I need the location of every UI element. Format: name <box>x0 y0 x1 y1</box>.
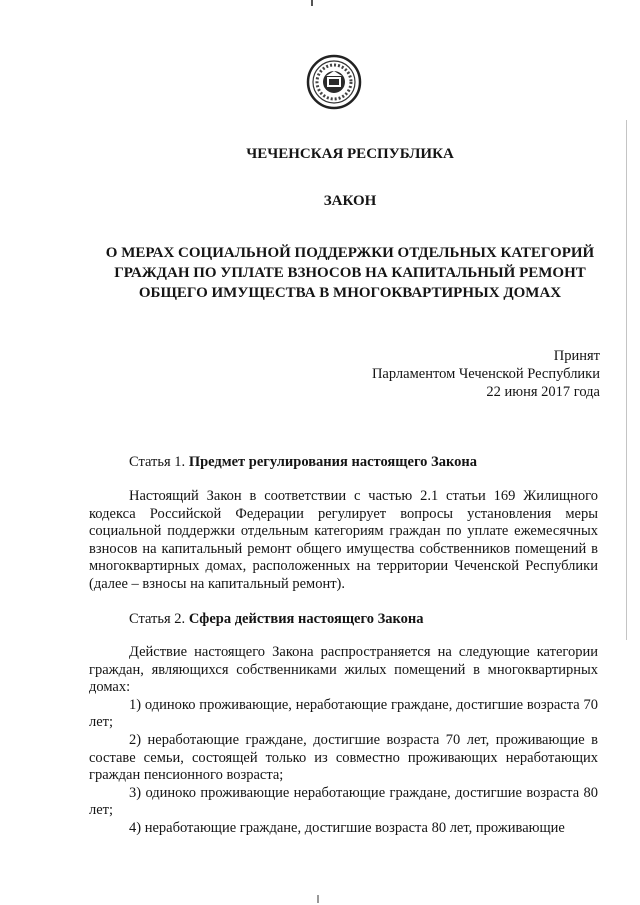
article-1-text <box>89 488 598 594</box>
list-item: 4) неработающие граждане, достигшие возраста 80 лет, проживающие <box>129 819 565 836</box>
article-title: Сфера действия настоящего Закона <box>188 611 424 627</box>
list-item: 3) одиноко проживающие неработающие граждане, достигшие возраста 80 лет; <box>89 784 598 819</box>
adoption-block <box>372 347 600 401</box>
article-2-heading <box>129 611 424 628</box>
republic-heading: ЧЕЧЕНСКАЯ РЕСПУБЛИКА <box>246 146 454 162</box>
article-1-heading <box>129 454 477 471</box>
scan-mark <box>311 0 313 6</box>
article-title: Предмет регулирования настоящего Закона <box>188 454 477 470</box>
paragraph: Настоящий Закон в соответствии с частью 2.1 статьи 169 Жилищного кодекса Российской Федерации регулирует вопросы установления меры социальной поддержки отдельным категориям граждан по уплате ежемесячных взносов на капитальный ремонт общего имущества собственников помещений в многоквартирных домах, расположенных на территории Чеченской Республики (далее – взносы на капитальный ремонт). <box>89 488 598 592</box>
article-number: Статья 1. <box>129 454 189 470</box>
article-number: Статья 2. <box>129 611 189 627</box>
adoption-date: 22 июня 2017 года <box>486 384 600 400</box>
document-type: ЗАКОН <box>323 193 377 209</box>
paragraph: Действие настоящего Закона распространяется на следующие категории граждан, являющихся собственниками жилых помещений в многоквартирных домах: <box>89 644 598 696</box>
list-item: 1) одиноко проживающие, неработающие граждане, достигшие возраста 70 лет; <box>89 696 598 731</box>
scan-mark <box>317 895 319 903</box>
title-line: ОБЩЕГО ИМУЩЕСТВА В МНОГОКВАРТИРНЫХ ДОМАХ <box>138 285 562 301</box>
law-title <box>0 243 640 303</box>
coat-of-arms-icon <box>306 54 362 110</box>
title-line: ГРАЖДАН ПО УПЛАТЕ ВЗНОСОВ НА КАПИТАЛЬНЫЙ РЕМОНТ <box>114 265 586 281</box>
title-line: О МЕРАХ СОЦИАЛЬНОЙ ПОДДЕРЖКИ ОТДЕЛЬНЫХ КАТЕГОРИЙ <box>105 245 595 261</box>
article-2-text <box>89 644 598 838</box>
adoption-label: Принят <box>553 348 600 364</box>
scan-mark <box>626 120 627 640</box>
adoption-authority: Парламентом Чеченской Республики <box>371 366 600 382</box>
list-item: 2) неработающие граждане, достигшие возраста 70 лет, проживающие в составе семьи, состоящей только из совместно проживающих неработающих граждан пенсионного возраста; <box>89 731 598 784</box>
